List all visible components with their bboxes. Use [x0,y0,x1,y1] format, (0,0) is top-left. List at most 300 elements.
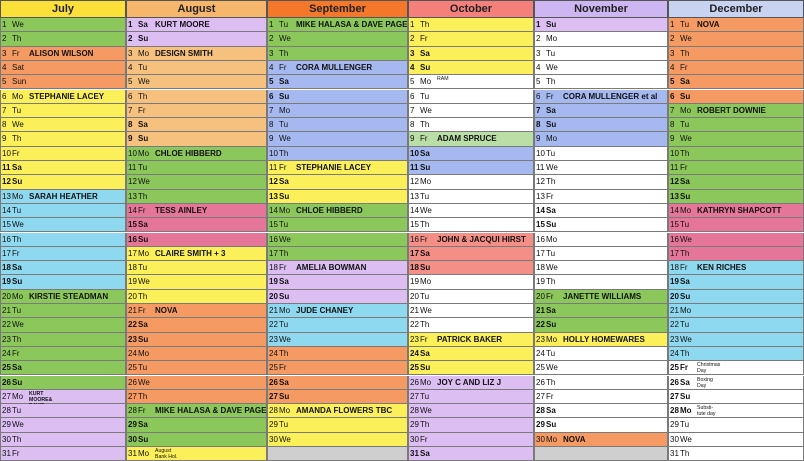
day-cell[interactable] [668,204,804,218]
day-cell[interactable] [534,47,668,61]
day-cell[interactable] [126,118,267,132]
weekday-label: Tu [546,48,556,58]
day-cell[interactable] [126,247,267,261]
day-cell[interactable] [267,333,408,347]
day-number: 17 [128,248,137,258]
day-cell[interactable] [126,132,267,146]
day-cell[interactable] [0,18,126,32]
day-cell[interactable] [534,318,668,332]
weekday-label: Mo [420,77,432,87]
weekday-label: Fr [138,105,146,115]
day-cell[interactable] [668,347,804,361]
day-cell[interactable] [0,261,126,275]
day-number: 14 [2,205,11,215]
day-number: 24 [2,348,11,358]
day-cell[interactable] [668,118,804,132]
day-cell[interactable] [126,275,267,289]
day-number: 16 [410,234,419,244]
weekday-label: Sa [138,120,148,130]
day-cell[interactable] [126,347,267,361]
weekday-label: Mo [12,291,24,301]
weekday-label: Th [12,334,22,344]
day-cell[interactable] [668,47,804,61]
day-number: 26 [410,377,419,387]
day-number: 6 [536,91,541,101]
day-number: 1 [536,20,541,29]
day-number: 31 [670,449,679,458]
day-cell[interactable] [267,190,408,204]
day-cell[interactable] [668,376,804,390]
day-cell[interactable] [0,218,126,232]
day-cell[interactable] [126,390,267,404]
weekday-label: Sa [138,20,148,29]
day-cell[interactable] [0,347,126,361]
day-cell[interactable] [126,47,267,61]
day-cell[interactable] [0,290,126,304]
day-cell[interactable] [408,204,534,218]
day-cell[interactable] [0,175,126,189]
day-cell[interactable] [668,261,804,275]
day-cell[interactable] [668,247,804,261]
weekday-label: Su [279,91,290,101]
day-number: 6 [670,91,675,101]
day-cell[interactable] [0,247,126,261]
month-column-september [267,0,408,445]
day-number: 7 [410,105,415,115]
day-cell[interactable] [534,290,668,304]
day-cell[interactable] [408,304,534,318]
weekday-label: Fr [12,148,20,158]
day-number: 19 [670,277,679,287]
day-number: 8 [269,120,274,130]
day-cell[interactable] [408,161,534,175]
weekday-label: Tu [546,348,556,358]
day-cell[interactable] [668,132,804,146]
day-number: 7 [269,105,274,115]
day-cell[interactable] [0,418,126,432]
day-number: 4 [128,62,133,72]
event-label: ALISON WILSON [29,48,94,58]
day-number: 31 [128,449,137,458]
day-cell[interactable] [267,304,408,318]
day-cell[interactable] [267,433,408,447]
day-cell[interactable] [408,104,534,118]
day-cell[interactable] [126,376,267,390]
day-cell[interactable] [408,233,534,247]
day-number: 29 [410,420,419,430]
weekday-label: Mo [680,205,692,215]
day-cell[interactable] [668,361,804,375]
day-cell[interactable] [126,233,267,247]
day-cell[interactable] [126,290,267,304]
event-label: Christmas Day [697,362,721,375]
day-cell[interactable] [126,190,267,204]
day-cell[interactable] [126,261,267,275]
day-cell[interactable] [267,204,408,218]
day-number: 2 [2,34,7,44]
day-number: 24 [128,348,137,358]
day-number: 4 [410,62,415,72]
day-cell[interactable] [126,161,267,175]
day-cell[interactable] [267,376,408,390]
month-column-july [0,0,126,458]
day-cell[interactable] [534,376,668,390]
day-number: 23 [2,334,11,344]
day-cell[interactable] [0,190,126,204]
day-cell[interactable] [668,175,804,189]
day-number: 25 [2,363,11,373]
day-cell[interactable] [267,261,408,275]
day-cell[interactable] [668,290,804,304]
day-cell[interactable] [126,418,267,432]
day-cell[interactable] [267,233,408,247]
day-cell[interactable] [668,61,804,75]
day-cell[interactable] [408,347,534,361]
month-header: November [534,0,668,18]
weekday-label: Su [279,191,290,201]
day-cell[interactable] [668,447,804,461]
day-cell[interactable] [668,404,804,418]
day-number: 12 [670,177,679,187]
day-cell[interactable] [534,418,668,432]
day-cell[interactable] [0,204,126,218]
day-cell[interactable] [126,204,267,218]
day-cell[interactable] [0,32,126,46]
weekday-label: We [546,62,558,72]
day-cell[interactable] [126,18,267,32]
day-number: 11 [670,163,679,172]
weekday-label: Mo [12,91,24,101]
event-label: AMANDA FLOWERS TBC [296,406,393,416]
day-cell[interactable] [126,75,267,89]
weekday-label: Mo [12,391,24,401]
day-cell[interactable] [126,318,267,332]
day-cell[interactable] [0,61,126,75]
day-cell[interactable] [534,404,668,418]
day-cell[interactable] [408,247,534,261]
day-number: 20 [670,291,679,301]
day-cell[interactable] [668,233,804,247]
day-cell[interactable] [534,304,668,318]
day-cell[interactable] [668,275,804,289]
day-number: 26 [670,377,679,387]
day-cell[interactable] [126,147,267,161]
day-number: 1 [670,20,675,29]
day-number: 28 [2,406,11,416]
day-cell[interactable] [408,261,534,275]
day-cell[interactable] [534,61,668,75]
day-cell[interactable] [267,318,408,332]
weekday-label: Su [12,277,23,287]
day-cell[interactable] [408,190,534,204]
day-number: 17 [410,248,419,258]
day-cell[interactable] [0,390,126,404]
day-cell[interactable] [0,118,126,132]
day-cell[interactable] [0,404,126,418]
day-cell[interactable] [0,447,126,461]
day-cell[interactable] [267,447,408,461]
day-cell[interactable] [534,175,668,189]
day-cell[interactable] [0,104,126,118]
weekday-label: Fr [546,291,554,301]
weekday-label: We [12,420,24,430]
day-number: 27 [410,391,419,401]
weekday-label: Fr [279,263,287,273]
day-cell[interactable] [408,318,534,332]
day-cell[interactable] [126,404,267,418]
day-cell[interactable] [408,18,534,32]
day-cell[interactable] [126,175,267,189]
day-number: 15 [269,220,278,230]
weekday-label: Mo [546,334,558,344]
day-cell[interactable] [267,161,408,175]
weekday-label: Fr [138,205,146,215]
day-cell[interactable] [408,75,534,89]
day-cell[interactable] [267,47,408,61]
day-cell[interactable] [534,261,668,275]
day-number: 8 [536,120,541,130]
day-cell[interactable] [267,132,408,146]
day-cell[interactable] [408,32,534,46]
day-cell[interactable] [0,75,126,89]
weekday-label: Su [138,234,149,244]
day-cell[interactable] [534,75,668,89]
day-number: 24 [269,348,278,358]
day-number: 31 [410,449,419,458]
day-number: 20 [128,291,137,301]
day-cell[interactable] [668,318,804,332]
day-cell[interactable] [0,161,126,175]
event-label: CHLOE HIBBERD [155,148,222,158]
day-cell[interactable] [267,18,408,32]
weekday-label: Mo [546,34,558,44]
day-number: 28 [670,406,679,416]
day-cell[interactable] [267,75,408,89]
weekday-label: Sa [546,306,556,315]
day-cell[interactable] [668,75,804,89]
weekday-label: Sa [279,277,289,287]
day-number: 20 [536,291,545,301]
weekday-label: Sa [546,205,556,215]
day-cell[interactable] [408,447,534,461]
day-number: 9 [670,134,675,144]
day-cell[interactable] [267,275,408,289]
weekday-label: We [680,234,692,244]
day-cell[interactable] [408,118,534,132]
day-cell[interactable] [668,161,804,175]
day-cell[interactable] [534,32,668,46]
day-cell[interactable] [668,333,804,347]
day-cell[interactable] [126,361,267,375]
day-number: 26 [536,377,545,387]
day-cell[interactable] [534,361,668,375]
weekday-label: We [279,334,291,344]
day-cell[interactable] [668,32,804,46]
day-cell[interactable] [668,18,804,32]
day-cell[interactable] [408,275,534,289]
day-cell[interactable] [668,147,804,161]
day-cell[interactable] [126,218,267,232]
day-cell[interactable] [534,447,668,461]
day-cell[interactable] [267,32,408,46]
day-cell[interactable] [0,47,126,61]
day-cell[interactable] [408,90,534,104]
day-cell[interactable] [126,104,267,118]
day-cell[interactable] [126,333,267,347]
day-number: 29 [536,420,545,430]
day-cell[interactable] [408,361,534,375]
day-cell[interactable] [534,333,668,347]
day-cell[interactable] [534,204,668,218]
day-number: 5 [410,77,415,87]
day-cell[interactable] [534,347,668,361]
day-cell[interactable] [0,132,126,146]
day-cell[interactable] [534,90,668,104]
event-label: NOVA [563,434,586,444]
day-cell[interactable] [0,304,126,318]
day-cell[interactable] [534,118,668,132]
day-cell[interactable] [267,147,408,161]
day-number: 22 [670,320,679,330]
day-cell[interactable] [267,90,408,104]
day-cell[interactable] [534,161,668,175]
weekday-label: Fr [12,248,20,258]
weekday-label: Th [138,291,148,301]
day-cell[interactable] [267,361,408,375]
day-cell[interactable] [267,418,408,432]
day-cell[interactable] [534,132,668,146]
day-cell[interactable] [408,404,534,418]
day-number: 16 [128,234,137,244]
day-cell[interactable] [267,390,408,404]
day-number: 3 [2,48,7,58]
day-number: 5 [269,77,274,87]
day-cell[interactable] [408,47,534,61]
day-number: 2 [536,34,541,44]
event-label: CORA MULLENGER [296,62,373,72]
day-cell[interactable] [534,190,668,204]
day-cell[interactable] [0,275,126,289]
day-cell[interactable] [408,418,534,432]
day-cell[interactable] [0,376,126,390]
day-cell[interactable] [267,61,408,75]
day-cell[interactable] [668,390,804,404]
event-label: CLAIRE SMITH + 3 [155,248,226,258]
day-cell[interactable] [668,304,804,318]
day-cell[interactable] [267,218,408,232]
weekday-label: Su [138,434,149,444]
day-cell[interactable] [267,175,408,189]
weekday-label: Mo [12,191,24,201]
weekday-label: Su [420,363,431,373]
day-cell[interactable] [267,347,408,361]
day-number: 4 [2,62,7,72]
day-cell[interactable] [126,304,267,318]
weekday-label: Mo [546,234,558,244]
weekday-label: Fr [138,306,146,315]
day-number: 16 [536,234,545,244]
day-cell[interactable] [668,104,804,118]
day-cell[interactable] [534,18,668,32]
day-cell[interactable] [668,433,804,447]
day-cell[interactable] [408,61,534,75]
month-header: December [668,0,804,18]
day-cell[interactable] [534,218,668,232]
day-cell[interactable] [0,333,126,347]
day-cell[interactable] [126,32,267,46]
weekday-label: Fr [420,34,428,44]
day-cell[interactable] [534,390,668,404]
day-cell[interactable] [267,404,408,418]
weekday-label: Sat [12,62,25,72]
day-number: 28 [536,406,545,416]
day-cell[interactable] [534,104,668,118]
weekday-label: Fr [546,91,554,101]
day-cell[interactable] [408,433,534,447]
day-cell[interactable] [408,175,534,189]
event-label: KIRSTIE STEADMAN [29,291,109,301]
day-number: 14 [269,205,278,215]
day-cell[interactable] [668,190,804,204]
event-label: NOVA [155,306,178,315]
day-cell[interactable] [0,147,126,161]
day-cell[interactable] [534,247,668,261]
day-number: 18 [410,263,419,273]
day-cell[interactable] [668,218,804,232]
day-cell[interactable] [0,318,126,332]
day-number: 13 [536,191,545,201]
day-cell[interactable] [408,290,534,304]
day-cell[interactable] [534,433,668,447]
day-cell[interactable] [668,90,804,104]
day-cell[interactable] [0,233,126,247]
day-cell[interactable] [534,233,668,247]
day-cell[interactable] [126,433,267,447]
day-cell[interactable] [408,147,534,161]
day-number: 25 [410,363,419,373]
day-number: 11 [536,163,545,172]
day-number: 27 [128,391,137,401]
day-cell[interactable] [668,418,804,432]
day-cell[interactable] [267,290,408,304]
day-cell[interactable] [408,376,534,390]
day-cell[interactable] [126,90,267,104]
day-cell[interactable] [267,104,408,118]
event-label: RAM [437,76,449,83]
day-cell[interactable] [0,90,126,104]
day-cell[interactable] [534,147,668,161]
day-cell[interactable] [126,61,267,75]
day-number: 17 [2,248,11,258]
day-cell[interactable] [408,333,534,347]
weekday-label: Fr [279,363,287,373]
day-cell[interactable] [534,275,668,289]
day-cell[interactable] [0,361,126,375]
day-cell[interactable] [408,390,534,404]
day-cell[interactable] [408,132,534,146]
weekday-label: We [138,277,150,287]
day-cell[interactable] [0,433,126,447]
day-cell[interactable] [267,118,408,132]
day-cell[interactable] [408,218,534,232]
day-cell[interactable] [267,247,408,261]
day-cell[interactable] [126,447,267,461]
day-number: 7 [2,105,7,115]
weekday-label: We [420,306,432,315]
day-number: 15 [128,220,137,230]
day-number: 29 [670,420,679,430]
day-number: 13 [2,191,11,201]
